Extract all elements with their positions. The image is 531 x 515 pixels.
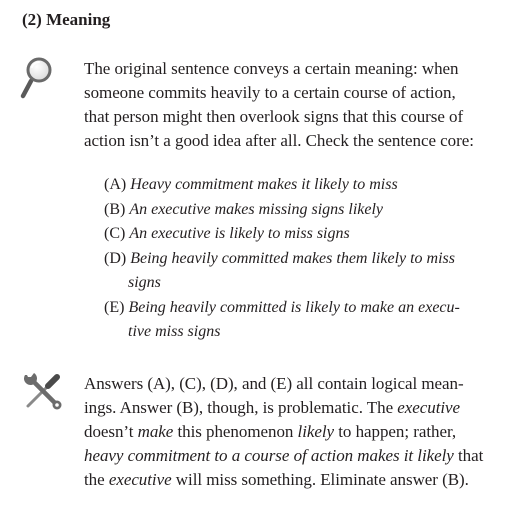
intro-line: The original sentence conveys a certain meaning: when — [84, 59, 459, 78]
explanation-emphasis: likely — [297, 422, 335, 441]
explanation-text: ings. Answer (B), though, is problematic. The — [84, 398, 398, 417]
intro-line: someone commits heavily to a certain course of action, — [84, 83, 456, 102]
intro-line: that person might then overlook signs that this course of — [84, 107, 464, 126]
choice-letter: (D) — [104, 249, 127, 267]
choice-text: Heavy commitment makes it likely to miss — [130, 176, 398, 193]
explanation-emphasis: executive — [397, 398, 461, 417]
choice-letter: (C) — [104, 225, 126, 242]
answer-choice-b — [104, 198, 494, 223]
choice-text: An executive makes missing signs likely — [129, 200, 384, 218]
choice-text: Being heavily committed makes them likely to miss — [130, 249, 456, 267]
answer-choice-c — [104, 222, 494, 247]
answer-choices-list — [104, 173, 494, 345]
choice-text: Being heavily committed is likely to make an execu- — [128, 298, 460, 316]
choice-letter: (B) — [104, 200, 126, 218]
answer-choice-d — [104, 247, 494, 296]
choice-letter: (A) — [104, 176, 127, 193]
choice-text-continuation: tive miss signs — [128, 323, 221, 340]
section-heading: (2) Meaning — [22, 10, 111, 29]
explanation-emphasis: executive — [108, 470, 172, 489]
explanation-text: the — [84, 470, 109, 489]
explanation-emphasis: heavy commitment to a course of action makes it likely — [84, 446, 454, 465]
explanation-text: this phenomenon — [173, 422, 298, 441]
explanation-text: to happen; rather, — [334, 422, 457, 441]
answer-choice-e — [104, 296, 494, 345]
answer-choice-a — [104, 173, 494, 198]
intro-line: action isn’t a good idea after all. Check the sentence core: — [84, 131, 474, 150]
explanation-paragraph — [84, 372, 504, 492]
magnifying-glass-icon — [18, 56, 54, 100]
explanation-text: will miss something. Eliminate answer (B). — [171, 470, 469, 489]
choice-text: An executive is likely to miss signs — [129, 225, 350, 242]
choice-text-continuation: signs — [128, 274, 161, 291]
explanation-line: Answers (A), (C), (D), and (E) all contain logical mean- — [84, 374, 464, 393]
choice-letter: (E) — [104, 298, 125, 316]
intro-paragraph — [84, 57, 504, 153]
explanation-text: doesn’t — [84, 422, 138, 441]
explanation-emphasis: make — [137, 422, 174, 441]
wrench-screwdriver-icon — [22, 370, 64, 412]
explanation-text: that — [453, 446, 484, 465]
